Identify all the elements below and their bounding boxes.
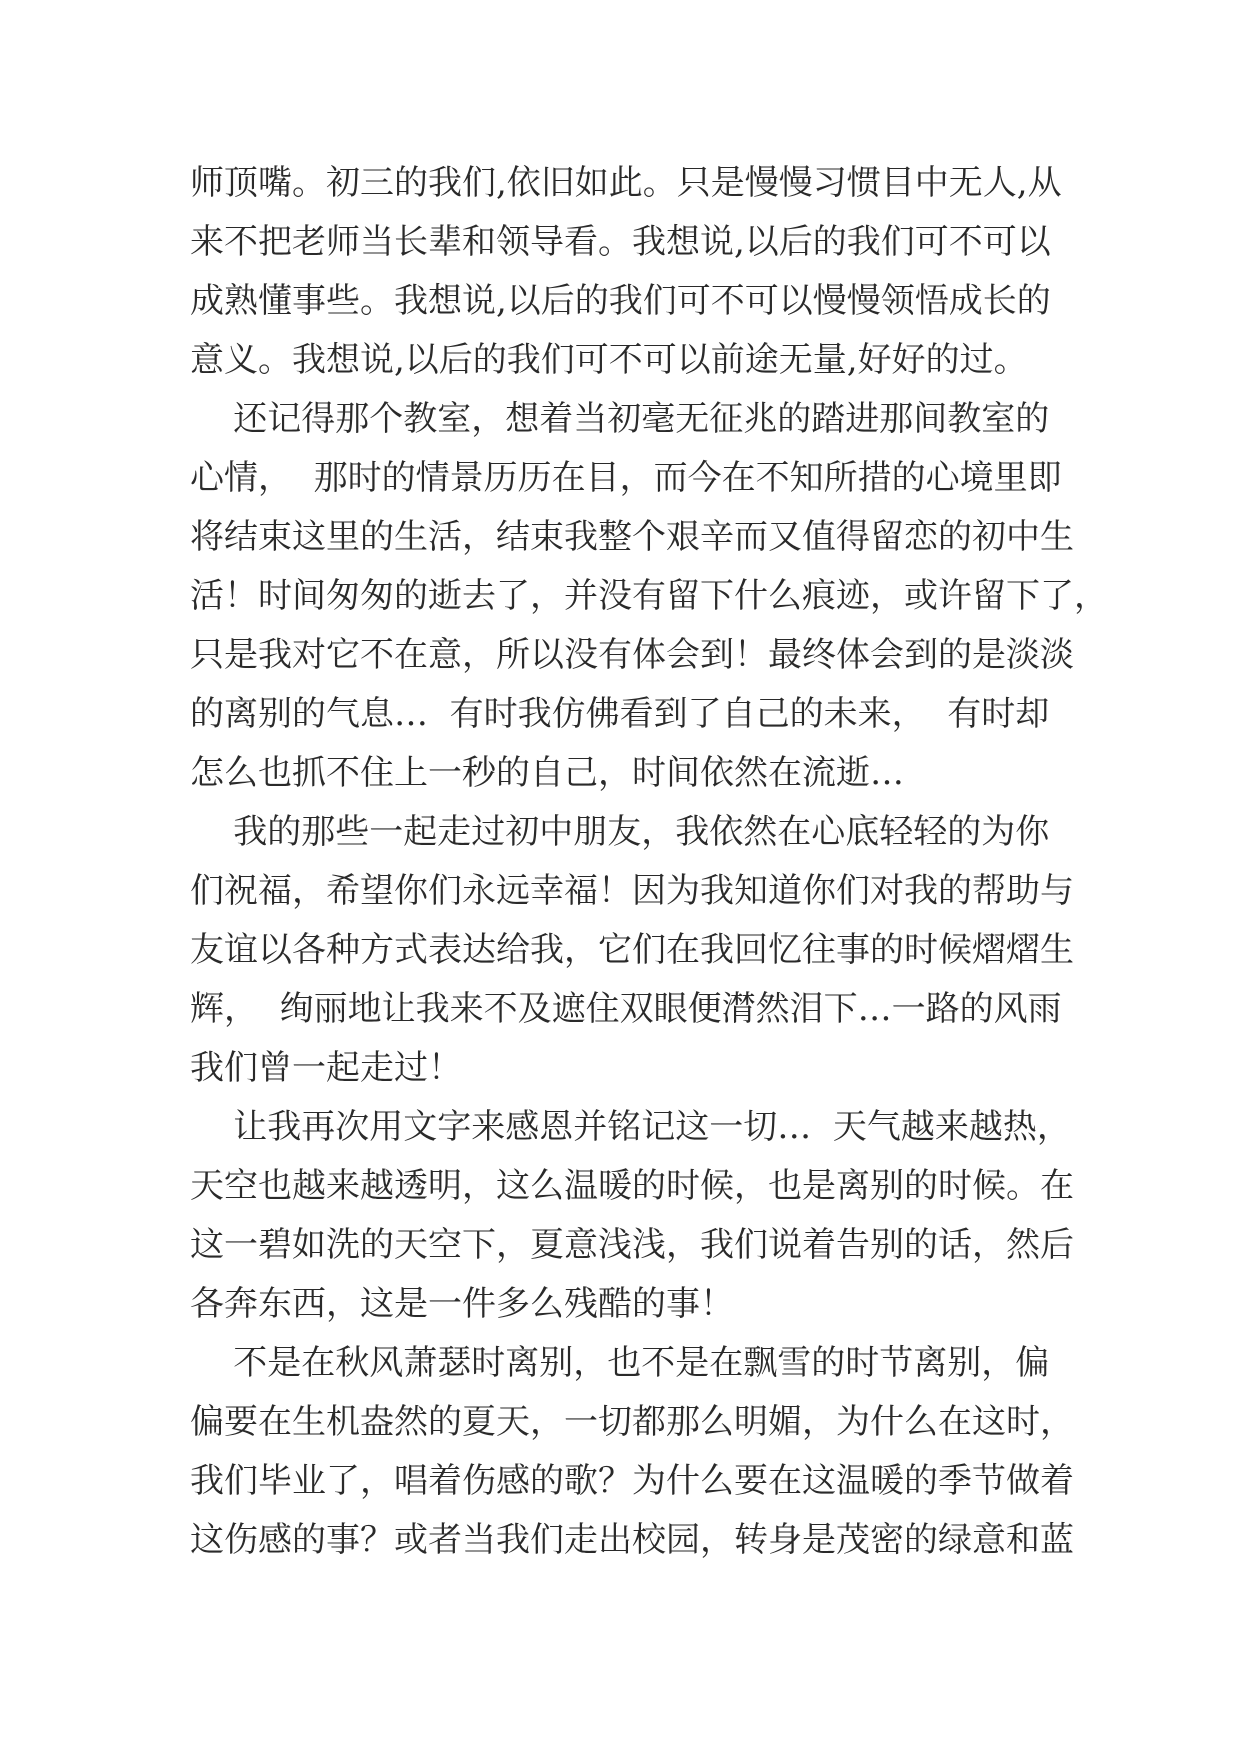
text-line: 意义。我想说,以后的我们可不可以前途无量,好好的过。 — [190, 340, 1028, 380]
text-line: 让我再次用文字来感恩并铭记这一切… 天气越来越热， — [190, 1107, 1071, 1147]
text-line: 心情， 那时的情景历历在目，而今在不知所措的心境里即 — [190, 458, 1062, 498]
text-line: 我们毕业了，唱着伤感的歌？为什么要在这温暖的季节做着 — [190, 1461, 1074, 1501]
text-line: 师顶嘴。初三的我们,依旧如此。只是慢慢习惯目中无人,从 — [190, 163, 1062, 203]
text-line: 辉， 绚丽地让我来不及遮住双眼便潸然泪下…一路的风雨 — [190, 989, 1062, 1029]
text-line: 怎么也抓不住上一秒的自己，时间依然在流逝… — [190, 753, 904, 793]
text-line: 来不把老师当长辈和领导看。我想说,以后的我们可不可以 — [190, 222, 1051, 262]
body-text — [190, 154, 1108, 1570]
text-line: 活！时间匆匆的逝去了，并没有留下什么痕迹，或许留下了， — [190, 576, 1108, 616]
text-line: 成熟懂事些。我想说,以后的我们可不可以慢慢领悟成长的 — [190, 281, 1051, 321]
text-line: 这伤感的事？或者当我们走出校园，转身是茂密的绿意和蓝 — [190, 1520, 1074, 1560]
text-line: 天空也越来越透明，这么温暖的时候，也是离别的时候。在 — [190, 1166, 1074, 1206]
text-line: 友谊以各种方式表达给我，它们在我回忆往事的时候熠熠生 — [190, 930, 1074, 970]
text-line: 我的那些一起走过初中朋友，我依然在心底轻轻的为你 — [190, 812, 1050, 852]
text-line: 的离别的气息… 有时我仿佛看到了自己的未来， 有时却 — [190, 694, 1050, 734]
text-line: 各奔东西，这是一件多么残酷的事！ — [190, 1284, 734, 1324]
text-line: 将结束这里的生活，结束我整个艰辛而又值得留恋的初中生 — [190, 517, 1074, 557]
text-line: 这一碧如洗的天空下，夏意浅浅，我们说着告别的话，然后 — [190, 1225, 1074, 1265]
text-line: 还记得那个教室，想着当初毫无征兆的踏进那间教室的 — [190, 399, 1050, 439]
text-line: 偏要在生机盎然的夏天，一切都那么明媚，为什么在这时， — [190, 1402, 1074, 1442]
text-line: 我们曾一起走过！ — [190, 1048, 462, 1088]
text-line: 只是我对它不在意，所以没有体会到！最终体会到的是淡淡 — [190, 635, 1074, 675]
text-line: 不是在秋风萧瑟时离别，也不是在飘雪的时节离别，偏 — [190, 1343, 1050, 1383]
text-line: 们祝福，希望你们永远幸福！因为我知道你们对我的帮助与 — [190, 871, 1074, 911]
